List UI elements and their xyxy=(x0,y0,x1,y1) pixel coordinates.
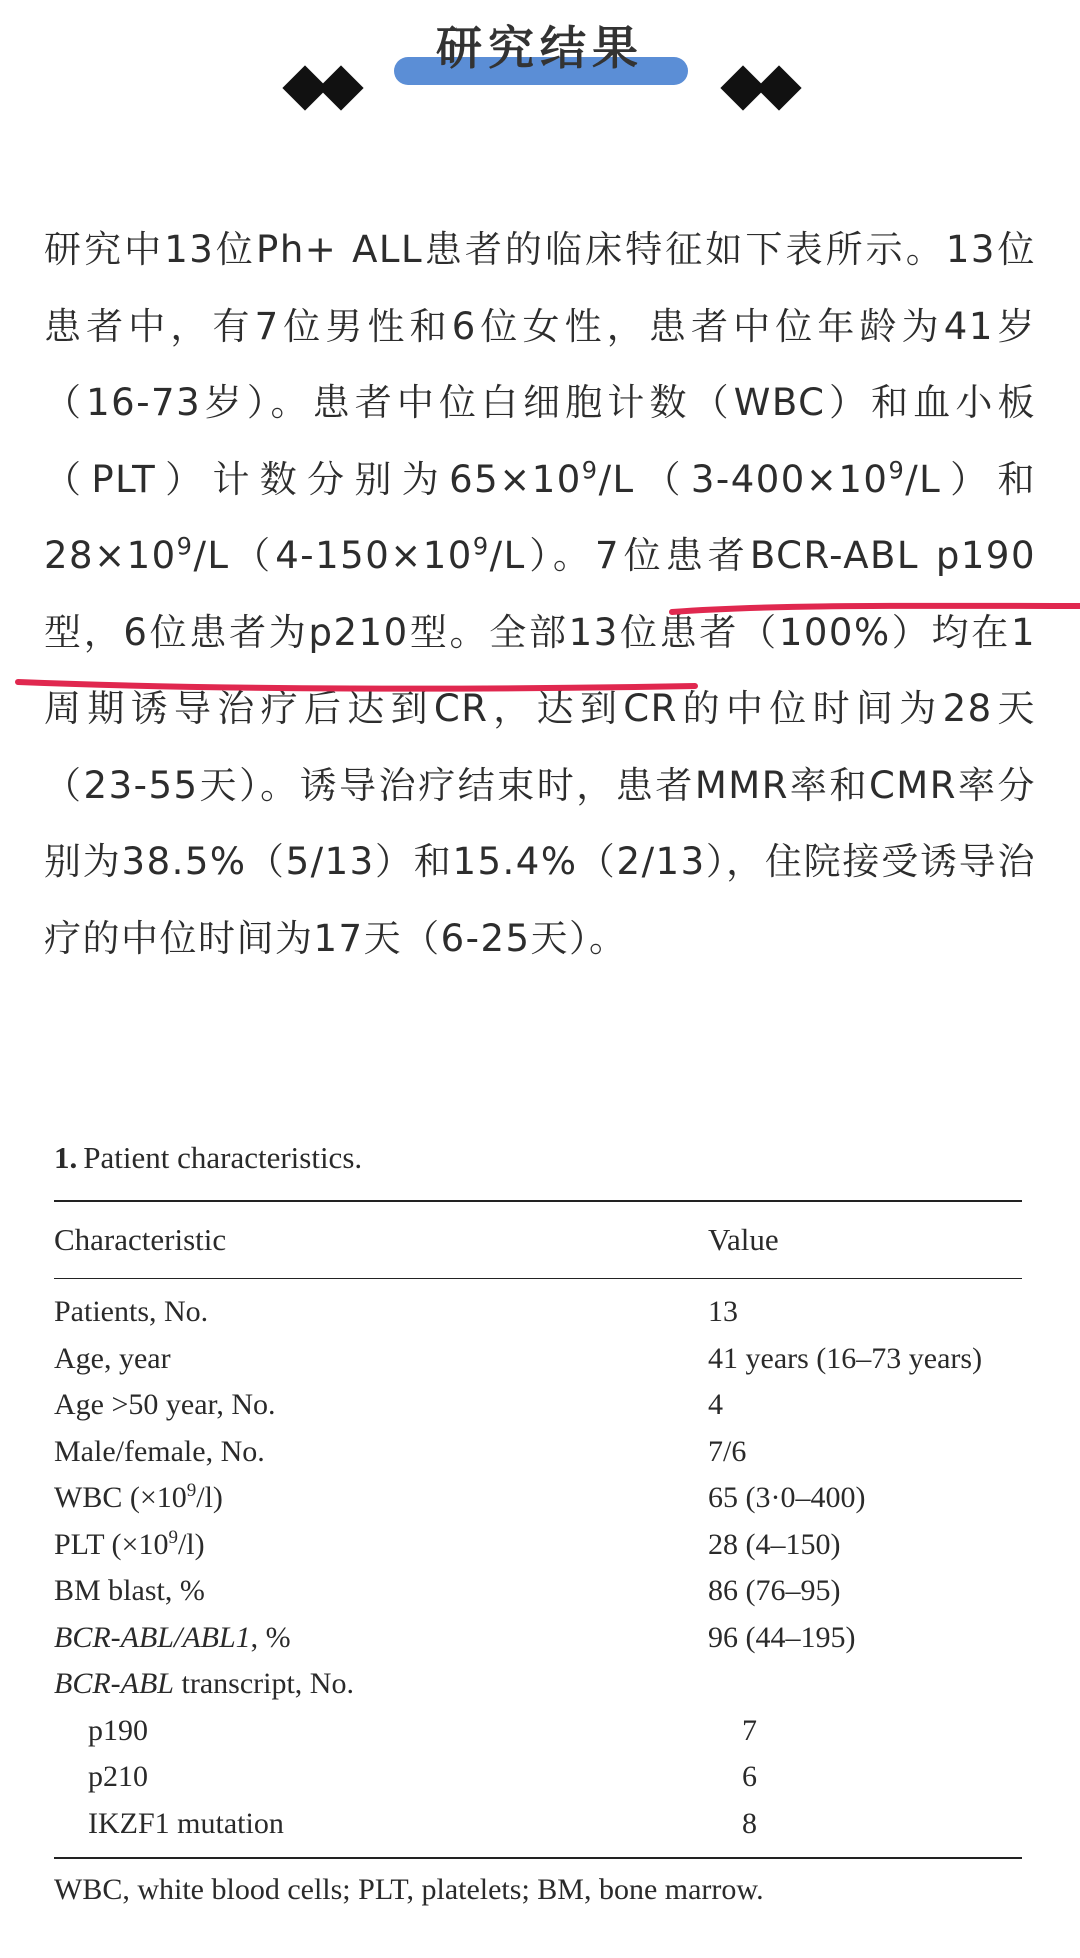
row-label: Male/female, No. xyxy=(54,1434,265,1468)
patient-characteristics-table xyxy=(54,1140,1022,1907)
row-value: 8 xyxy=(742,1806,757,1840)
row-value: 96 (44–195) xyxy=(708,1620,856,1654)
table-row xyxy=(54,1615,1022,1662)
row-value: 6 xyxy=(742,1760,757,1794)
row-label: Age >50 year, No. xyxy=(54,1388,276,1422)
table-bottom-rule xyxy=(54,1857,1022,1859)
results-paragraph: 研究中13位Ph+ ALL患者的临床特征如下表所示。13位患者中，有7位男性和6位女性，患者中位年龄为41岁（16-73岁）。患者中位白细胞计数（WBC）和血小板（PLT）计数分别为$65\times 10^9/L(3-400\times 10^9/L)$和$28\times 10^9/L(4-150\times 10^9/L)$。7位患者BCR-ABL p190型，6位患者为p210型。全部13位患者（100%）均在1周期诱导治疗后达到CR，达到CR的中位时间为28天（23-55天）。诱导治疗结束时，患者MMR率和CMR率分别为38.5%（5/13）和15.4%（2/13），住院接受诱导治疗的中位时间为17天（6-25天）。 xyxy=(44,228,1036,960)
table-row xyxy=(54,1336,1022,1383)
table-row xyxy=(54,1289,1022,1336)
row-label: BM blast, % xyxy=(54,1574,205,1608)
col-header-characteristic: Characteristic xyxy=(54,1222,227,1257)
row-value: 7/6 xyxy=(708,1434,747,1468)
row-label: p210 xyxy=(88,1760,148,1794)
table-row xyxy=(54,1661,1022,1708)
row-label: BCR-ABL transcript, No. xyxy=(54,1667,354,1701)
row-label: p190 xyxy=(88,1713,148,1747)
row-value: 4 xyxy=(708,1388,723,1422)
table-row xyxy=(54,1568,1022,1615)
row-value: 65 (3·0–400) xyxy=(708,1481,866,1515)
table-row xyxy=(54,1801,1022,1848)
table-body xyxy=(54,1279,1022,1857)
row-value: 13 xyxy=(708,1295,738,1329)
row-label: BCR-ABL/ABL1, % xyxy=(54,1620,291,1654)
row-label: WBC $(\times 10^9/l)$ xyxy=(54,1480,223,1515)
row-value: 28 (4–150) xyxy=(708,1527,841,1561)
table-caption: 1. Patient characteristics. xyxy=(54,1140,363,1175)
table-row xyxy=(54,1754,1022,1801)
table-row xyxy=(54,1708,1022,1755)
table-footnote: WBC, white blood cells; PLT, platelets; BM, bone marrow. xyxy=(54,1873,764,1906)
row-label: IKZF1 mutation xyxy=(88,1806,284,1840)
section-title: 研究结果 xyxy=(436,21,644,75)
table-row xyxy=(54,1429,1022,1476)
table-header-row xyxy=(54,1202,1022,1278)
table-row xyxy=(54,1522,1022,1569)
row-value: 86 (76–95) xyxy=(708,1574,841,1608)
table-row xyxy=(54,1475,1022,1522)
row-label: PLT $(\times 10^9/l)$ xyxy=(54,1526,205,1561)
section-header xyxy=(0,0,1080,120)
row-label: Age, year xyxy=(54,1341,171,1375)
col-header-value: Value xyxy=(708,1222,779,1257)
row-value: 7 xyxy=(742,1713,757,1747)
table-row xyxy=(54,1382,1022,1429)
row-value: 41 years (16–73 years) xyxy=(708,1341,983,1375)
row-label: Patients, No. xyxy=(54,1295,209,1329)
